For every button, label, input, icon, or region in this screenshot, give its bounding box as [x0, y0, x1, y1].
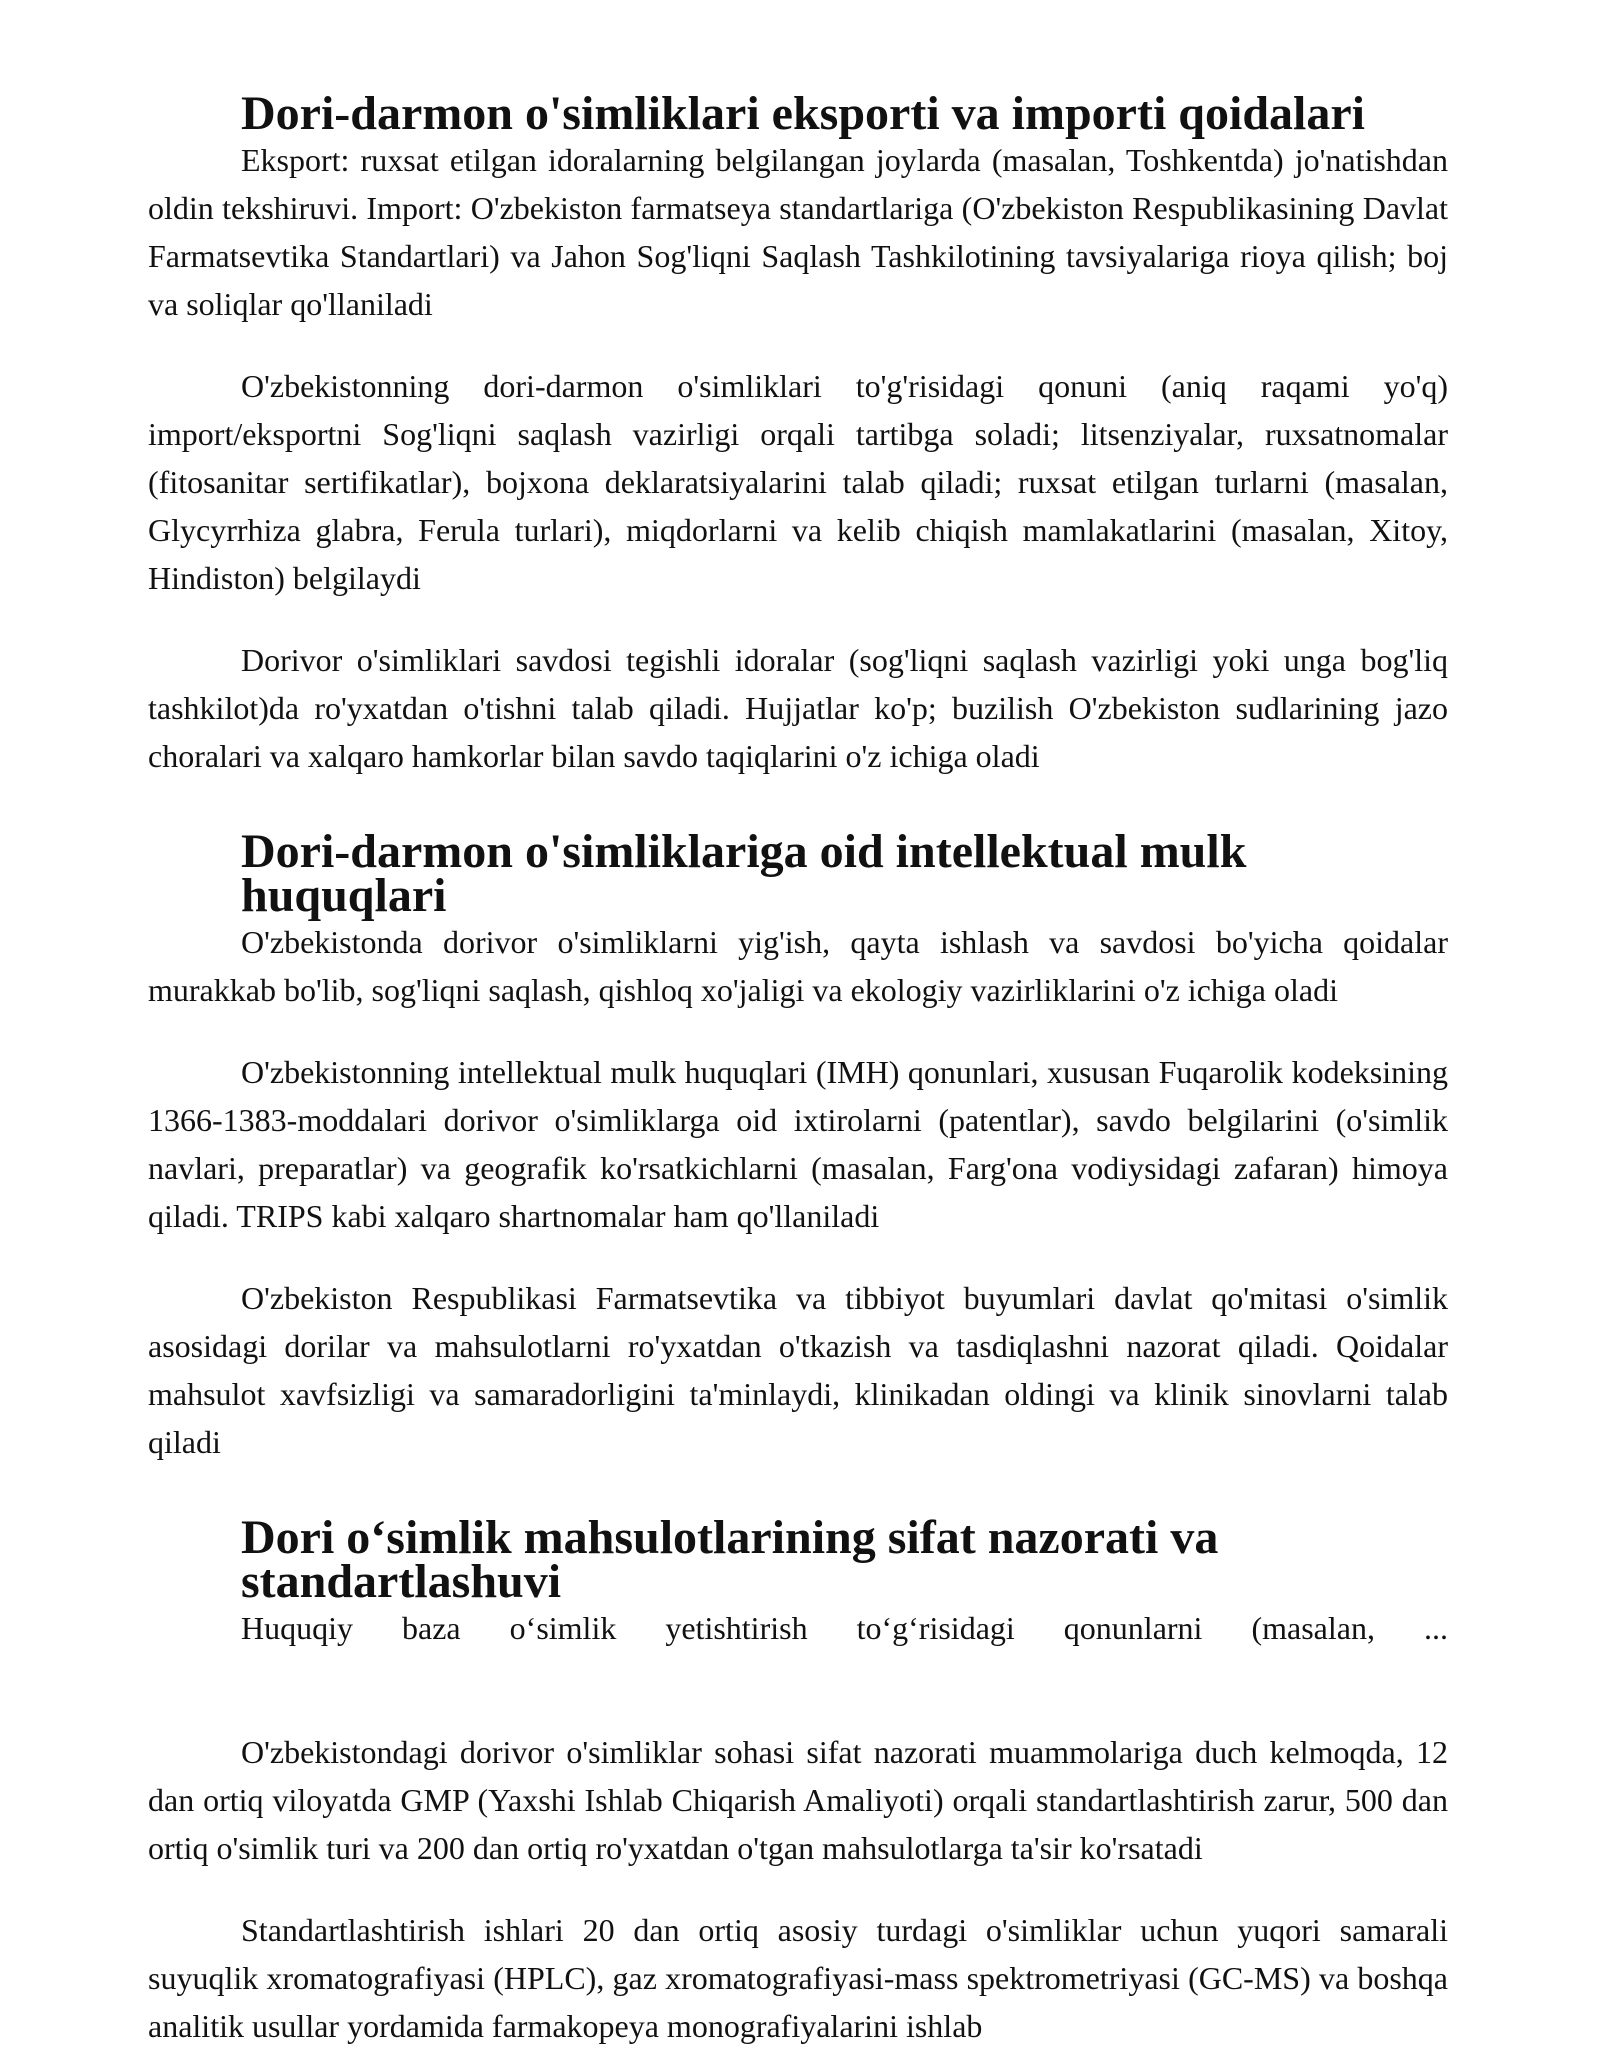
paragraph: O'zbekistonning dori-darmon o'simliklari to'g'risidagi qonuni (aniq raqami yo'q) import/eksportni Sog'liqni saqlash vazirligi orqali tartibga soladi; litsenziyalar, ruxsatnomalar (fitosanitar sertifikatlar), bojxona deklaratsiyalarini talab qiladi; ruxsat etilgan turlarni (masalan, Glycyrrhiza glabra, Ferula turlari), miqdorlarni va kelib chiqish mamlakatlarini (masalan, Xitoy, Hindiston) belgilaydi [148, 368, 1448, 596]
paragraph: O'zbekistonda dorivor o'simliklarni yig'ish, qayta ishlash va savdosi bo'yicha qoidalar murakkab bo'lib, sog'liqni saqlash, qishloq xo'jaligi va ekologiy vazirliklarini o'z ichiga oladi [148, 924, 1448, 1008]
section-heading-intellectual-property: Dori-darmon o'simliklariga oid intellektual mulk huquqlari [241, 825, 1247, 922]
document-page [148, 87, 1448, 2050]
paragraph: Eksport: ruxsat etilgan idoralarning belgilangan joylarda (masalan, Toshkentda) jo'natishdan oldin tekshiruvi. Import: O'zbekiston farmatseya standartlariga (O'zbekiston Respublikasining Davlat Farmatsevtika Standartlari) va Jahon Sog'liqni Saqlash Tashkilotining tavsiyalariga rioya qilish; boj va soliqlar qo'llaniladi [148, 142, 1448, 322]
section-heading-quality-control: Dori o‘simlik mahsulotlarining sifat nazorati va standartlashuvi [241, 1511, 1219, 1608]
paragraph: O'zbekiston Respublikasi Farmatsevtika va tibbiyot buyumlari davlat qo'mitasi o'simlik asosidagi dorilar va mahsulotlarni ro'yxatdan o'tkazish va tasdiqlashni nazorat qiladi. Qoidalar mahsulot xavfsizligi va samaradorligini ta'minlaydi, klinikadan oldingi va klinik sinovlarni talab qiladi [148, 1280, 1448, 1460]
paragraph: O'zbekistondagi dorivor o'simliklar sohasi sifat nazorati muammolariga duch kelmoqda, 12 dan ortiq viloyatda GMP (Yaxshi Ishlab Chiqarish Amaliyoti) orqali standartlashtirish zarur, 500 dan ortiq o'simlik turi va 200 dan ortiq ro'yxatdan o'tgan mahsulotlarga ta'sir ko'rsatadi [148, 1734, 1448, 1866]
section-heading-export-import: Dori-darmon o'simliklari eksporti va importi qoidalari [241, 87, 1365, 140]
paragraph: Dorivor o'simliklari savdosi tegishli idoralar (sog'liqni saqlash vazirligi yoki unga bog'liq tashkilot)da ro'yxatdan o'tishni talab qiladi. Hujjatlar ko'p; buzilish O'zbekiston sudlarining jazo choralari va xalqaro hamkorlar bilan savdo taqiqlarini o'z ichiga oladi [148, 642, 1448, 774]
paragraph-truncated: Huquqiy baza o‘simlik yetishtirish to‘g‘risidagi qonunlarni (masalan, ... [241, 1610, 1448, 1646]
paragraph: Standartlashtirish ishlari 20 dan ortiq asosiy turdagi o'simliklar uchun yuqori samarali suyuqlik xromatografiyasi (HPLC), gaz xromatografiyasi-mass spektrometriyasi (GC-MS) va boshqa analitik usullar yordamida farmakopeya monografiyalarini ishlab [148, 1912, 1448, 2044]
paragraph: O'zbekistonning intellektual mulk huquqlari (IMH) qonunlari, xususan Fuqarolik kodeksining 1366-1383-moddalari dorivor o'simliklarga oid ixtirolarni (patentlar), savdo belgilarini (o'simlik navlari, preparatlar) va geografik ko'rsatkichlarni (masalan, Farg'ona vodiysidagi zafaran) himoya qiladi. TRIPS kabi xalqaro shartnomalar ham qo'llaniladi [148, 1054, 1448, 1234]
